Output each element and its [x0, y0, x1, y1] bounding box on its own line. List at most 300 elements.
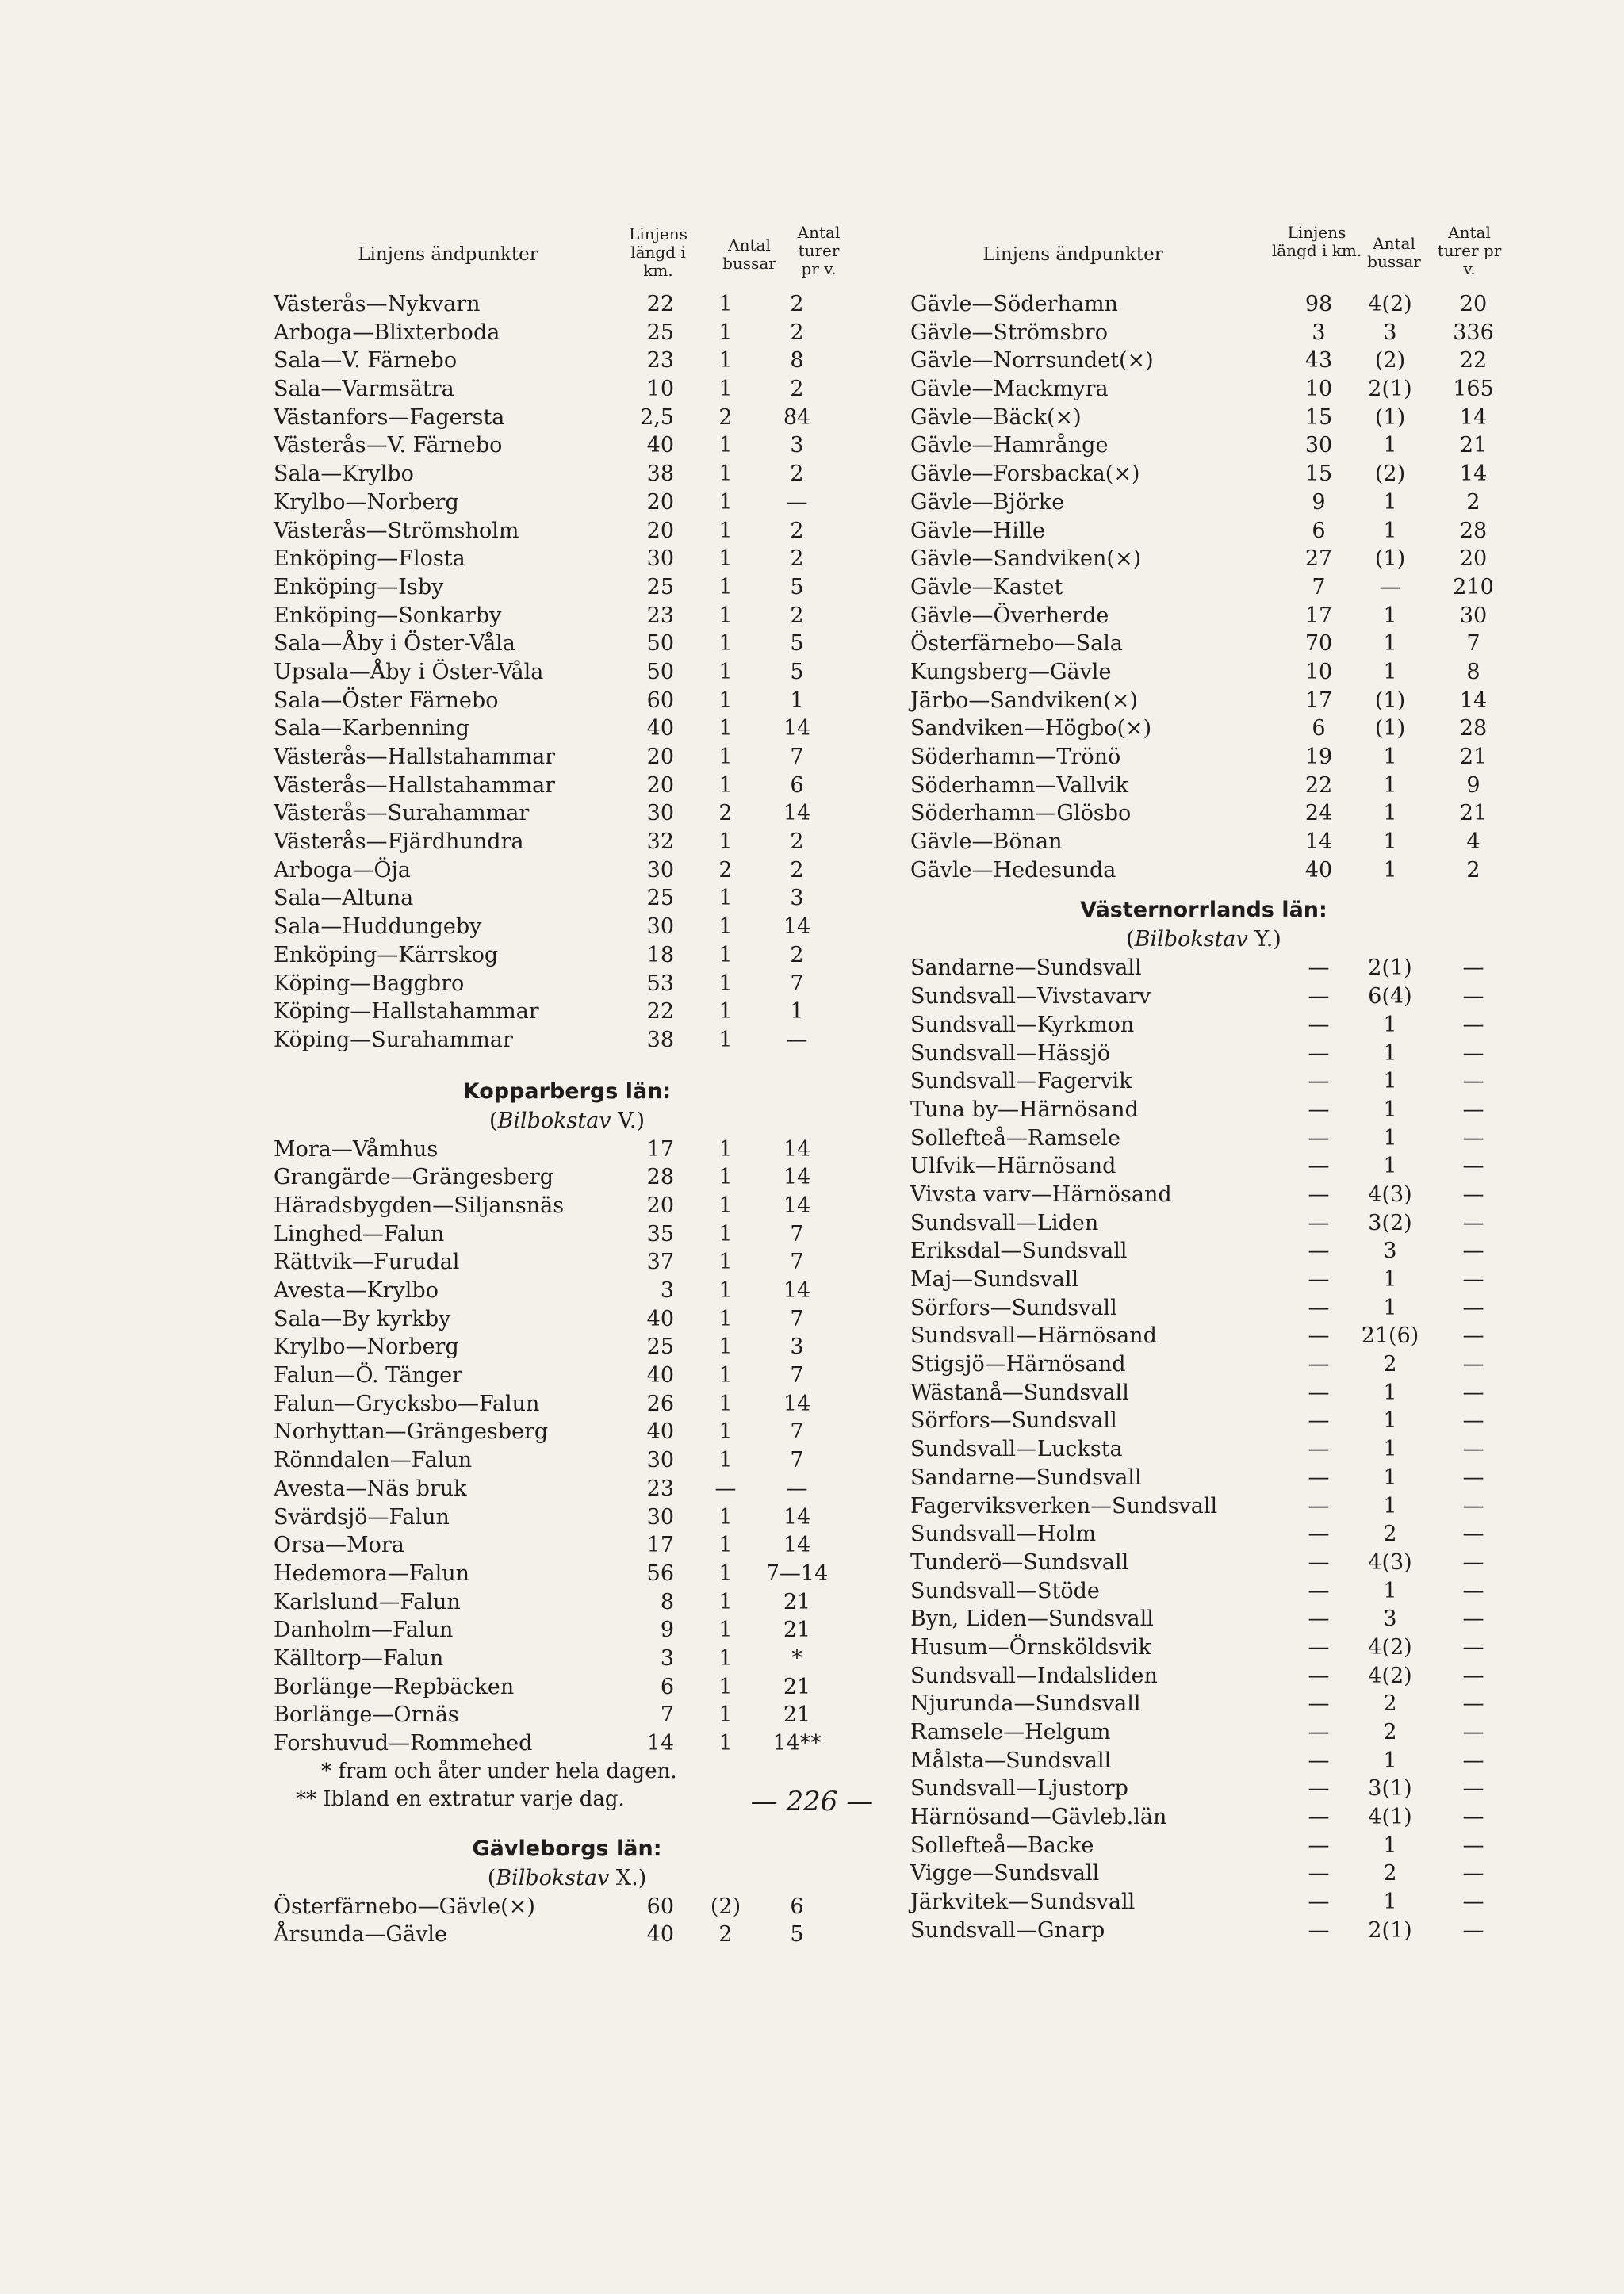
- trip-count: 210: [1453, 574, 1494, 599]
- route-length: —: [1308, 1578, 1330, 1603]
- route-name: Njurunda—Sundsvall: [910, 1691, 1141, 1717]
- route-length: 30: [646, 1504, 674, 1530]
- table-row: [274, 602, 860, 630]
- trip-count: —: [1462, 1720, 1484, 1744]
- trip-count: 21: [783, 1702, 811, 1728]
- trip-count: —: [1462, 984, 1484, 1009]
- route-length: 40: [646, 1419, 674, 1445]
- route-name: Enköping—Kärrskog: [274, 942, 499, 967]
- trip-count: 3: [790, 1335, 804, 1360]
- route-length: —: [1308, 1748, 1330, 1773]
- table-row: [910, 1690, 1497, 1718]
- route-name: Ramsele—Helgum: [910, 1720, 1111, 1744]
- table-row: [274, 1333, 860, 1361]
- trip-count: —: [786, 1476, 808, 1501]
- table-row: [910, 1209, 1497, 1238]
- table-row: [910, 1350, 1497, 1379]
- route-length: 19: [1304, 745, 1333, 769]
- bus-count: 1: [718, 829, 733, 855]
- bus-count: 1: [1383, 1069, 1397, 1094]
- route-length: —: [1308, 1012, 1330, 1037]
- table-row: [910, 743, 1497, 772]
- table-row: [274, 913, 860, 941]
- route-name: Rättvik—Furudal: [274, 1250, 460, 1275]
- table-row: [274, 1220, 860, 1249]
- route-name: Sala—Öster Färnebo: [274, 687, 499, 713]
- table-row: [910, 1577, 1497, 1606]
- route-name: Sundsvall—Härnösand: [910, 1323, 1157, 1349]
- header-length: Linjens längd i km.: [629, 224, 688, 280]
- bus-count: 1: [1383, 433, 1397, 458]
- trip-count: 2: [790, 320, 804, 345]
- route-name: Österfärnebo—Sala: [910, 631, 1123, 657]
- route-name: Fagerviksverken—Sundsvall: [910, 1493, 1218, 1518]
- trip-count: —: [1462, 1549, 1484, 1575]
- table-row: [274, 1503, 860, 1532]
- trip-count: 1: [790, 687, 804, 713]
- route-length: 40: [646, 1363, 674, 1388]
- bus-count: (1): [1374, 687, 1406, 713]
- route-length: 40: [646, 1306, 674, 1331]
- bus-count: 1: [1383, 1040, 1397, 1066]
- route-length: —: [1308, 1465, 1330, 1490]
- trip-count: 2: [790, 829, 804, 855]
- bus-count: 1: [718, 687, 733, 713]
- route-name: Stigsjö—Härnösand: [910, 1352, 1126, 1377]
- bus-count: 1: [1383, 1380, 1397, 1405]
- bus-count: 3(1): [1368, 1776, 1412, 1802]
- route-length: 20: [646, 1193, 674, 1218]
- route-length: 20: [646, 745, 674, 769]
- trip-count: 336: [1453, 320, 1494, 345]
- route-name: Upsala—Åby i Öster-Våla: [274, 659, 544, 684]
- header-trips: Antal turer pr v.: [1437, 223, 1502, 278]
- route-length: 18: [646, 942, 674, 967]
- trip-count: 2: [790, 292, 804, 316]
- route-name: Gävle—Kastet: [910, 574, 1063, 599]
- route-length: —: [1308, 1549, 1330, 1575]
- table-row: [274, 460, 860, 488]
- table-row: [274, 1361, 860, 1390]
- trip-count: 14: [783, 914, 811, 940]
- trip-count: —: [1462, 1691, 1484, 1717]
- trip-count: —: [1462, 1295, 1484, 1320]
- table-row: [910, 1124, 1497, 1153]
- bus-count: (2): [1374, 348, 1406, 373]
- bus-count: 1: [718, 1250, 733, 1275]
- trip-count: —: [1462, 956, 1484, 981]
- table-row: [274, 1645, 860, 1673]
- table-row: [274, 998, 860, 1026]
- route-length: 2,5: [640, 404, 674, 430]
- trip-count: 28: [1459, 716, 1488, 741]
- route-length: 30: [646, 801, 674, 826]
- route-length: 9: [1312, 489, 1326, 515]
- trip-count: 8: [1466, 659, 1480, 684]
- route-length: —: [1308, 1323, 1330, 1349]
- section-title: Gävleborgs län:: [472, 1836, 662, 1861]
- table-row: [910, 954, 1497, 982]
- bus-count: —: [714, 1476, 737, 1501]
- route-name: Svärdsjö—Falun: [274, 1504, 450, 1530]
- route-name: Krylbo—Norberg: [274, 489, 459, 515]
- section-title: Västernorrlands län:: [1080, 898, 1327, 923]
- bus-count: 1: [718, 320, 733, 345]
- route-length: —: [1308, 1040, 1330, 1066]
- trip-count: 20: [1459, 546, 1488, 572]
- section-title: Kopparbergs län:: [462, 1078, 672, 1104]
- bus-count: 1: [1383, 1097, 1397, 1122]
- route-length: 15: [1304, 461, 1333, 487]
- table-row: [910, 1718, 1497, 1747]
- bus-count: 1: [718, 1702, 733, 1728]
- route-name: Västerås—Fjärdhundra: [274, 829, 524, 855]
- table-row: [910, 799, 1497, 828]
- table-row: [274, 319, 860, 347]
- bus-count: 4(2): [1368, 292, 1412, 316]
- bus-count: 1: [718, 489, 733, 515]
- table-row: [274, 658, 860, 687]
- bus-count: 2(1): [1368, 377, 1412, 402]
- trip-count: 2: [790, 603, 804, 628]
- route-name: Arboga—Blixterboda: [274, 320, 500, 345]
- route-length: —: [1308, 1069, 1330, 1094]
- bus-count: 4(2): [1368, 1634, 1412, 1660]
- table-row: [274, 799, 860, 828]
- trip-count: —: [1462, 1634, 1484, 1660]
- table-row: [274, 290, 860, 319]
- header-buses: Antal bussar: [722, 236, 776, 273]
- bus-count: 1: [718, 942, 733, 967]
- trip-count: 21: [783, 1589, 811, 1614]
- trip-count: 14: [1459, 404, 1488, 430]
- route-name: Sandviken—Högbo(×): [910, 716, 1152, 741]
- bus-count: 2: [1383, 1352, 1397, 1377]
- trip-count: 2: [790, 377, 804, 402]
- bus-count: 1: [718, 1363, 733, 1388]
- bus-count: 1: [718, 1731, 733, 1756]
- trip-count: 14: [783, 1504, 811, 1530]
- route-name: Västerås—Hallstahammar: [274, 772, 556, 798]
- header-buses: Antal bussar: [1367, 234, 1421, 271]
- trip-count: —: [786, 1027, 808, 1052]
- header-length: Linjens längd i km.: [1271, 223, 1362, 260]
- route-length: —: [1308, 1493, 1330, 1518]
- trip-count: —: [1462, 1097, 1484, 1122]
- table-row: [910, 290, 1497, 319]
- bus-count: 1: [718, 348, 733, 373]
- trip-count: —: [1462, 1578, 1484, 1603]
- table-row: [910, 347, 1497, 375]
- table-row: [274, 941, 860, 970]
- bus-count: 1: [718, 1193, 733, 1218]
- trip-count: —: [1462, 1040, 1484, 1066]
- trip-count: —: [1462, 1465, 1484, 1490]
- table-row: [274, 828, 860, 856]
- bus-count: 1: [1383, 603, 1397, 628]
- table-row: [274, 1192, 860, 1220]
- bus-count: 21(6): [1361, 1323, 1419, 1349]
- trip-count: 7: [1466, 631, 1480, 657]
- bus-count: 1: [718, 745, 733, 769]
- trip-count: —: [1462, 1408, 1484, 1434]
- table-row: [274, 488, 860, 517]
- bus-count: (1): [1374, 546, 1406, 572]
- route-length: 56: [646, 1561, 674, 1586]
- bus-count: 1: [1383, 801, 1397, 826]
- bus-count: 1: [1383, 518, 1397, 543]
- table-row: [910, 982, 1497, 1011]
- trip-count: 1: [790, 999, 804, 1024]
- table-row: [274, 772, 860, 800]
- trip-count: —: [1462, 1493, 1484, 1518]
- bus-count: 1: [1383, 1408, 1397, 1434]
- trip-count: —: [1462, 1069, 1484, 1094]
- trip-count: 3: [790, 433, 804, 458]
- table-row: [274, 743, 860, 772]
- route-name: Kungsberg—Gävle: [910, 659, 1112, 684]
- trip-count: 14: [1459, 687, 1488, 713]
- route-name: Gävle—Bönan: [910, 829, 1063, 855]
- table-row: [274, 1673, 860, 1702]
- table-row: [274, 687, 860, 715]
- table-row: [910, 488, 1497, 517]
- trip-count: —: [786, 489, 808, 515]
- bus-count: 1: [1383, 745, 1397, 769]
- bus-count: 2: [1383, 1861, 1397, 1886]
- bus-count: (1): [1374, 716, 1406, 741]
- trip-count: —: [1462, 1267, 1484, 1292]
- bus-count: 1: [1383, 1295, 1397, 1320]
- table-row: [274, 1616, 860, 1645]
- trip-count: 14: [783, 1533, 811, 1558]
- trip-count: —: [1462, 1352, 1484, 1377]
- trip-count: 5: [790, 631, 804, 657]
- trip-count: —: [1462, 1012, 1484, 1037]
- table-body: [910, 290, 1497, 884]
- trip-count: 21: [1459, 801, 1488, 826]
- bus-count: 1: [1383, 829, 1397, 855]
- trip-count: 2: [790, 857, 804, 883]
- trip-count: 2: [1466, 489, 1480, 515]
- bus-count: 1: [1383, 1437, 1397, 1462]
- table-row: [274, 970, 860, 998]
- right-column: [910, 214, 1502, 1945]
- route-name: Söderhamn—Glösbo: [910, 801, 1132, 826]
- route-length: —: [1308, 1210, 1330, 1235]
- route-length: —: [1308, 1720, 1330, 1744]
- trip-count: —: [1462, 1210, 1484, 1235]
- table-row: [274, 1277, 860, 1305]
- trip-count: 84: [783, 404, 811, 430]
- trip-count: 14: [783, 801, 811, 826]
- table-row: [910, 1832, 1497, 1860]
- bus-count: (1): [1374, 404, 1406, 430]
- route-name: Gävle—Hamrånge: [910, 433, 1109, 458]
- trip-count: 21: [1459, 745, 1488, 769]
- bus-count: 1: [718, 1335, 733, 1360]
- route-name: Sala—Altuna: [274, 886, 414, 911]
- table-row: [274, 1163, 860, 1192]
- trip-count: 2: [790, 546, 804, 572]
- bus-count: 1: [718, 971, 733, 996]
- trip-count: 14: [783, 1391, 811, 1416]
- table-row: [274, 347, 860, 375]
- table-row: [910, 687, 1497, 715]
- bus-count: 1: [1383, 1125, 1397, 1151]
- bus-count: 1: [718, 1674, 733, 1699]
- route-length: —: [1308, 1408, 1330, 1434]
- route-name: Linghed—Falun: [274, 1221, 445, 1247]
- route-length: 25: [646, 320, 674, 345]
- bus-count: 1: [718, 1136, 733, 1162]
- route-name: Grangärde—Grängesberg: [274, 1165, 554, 1190]
- route-name: Sundsvall—Vivstavarv: [910, 984, 1151, 1009]
- table-row: [910, 1011, 1497, 1040]
- trip-count: —: [1462, 1239, 1484, 1264]
- route-length: 7: [1312, 574, 1326, 599]
- route-length: 53: [646, 971, 674, 996]
- trip-count: 21: [783, 1618, 811, 1643]
- bus-count: 1: [1383, 1833, 1397, 1858]
- route-name: Sandarne—Sundsvall: [910, 956, 1142, 981]
- route-name: Sala—Huddungeby: [274, 914, 482, 940]
- route-length: —: [1308, 1352, 1330, 1377]
- table-row: [910, 319, 1497, 347]
- route-length: 20: [646, 489, 674, 515]
- table-row: [274, 1921, 860, 1949]
- table-header: [910, 214, 1502, 290]
- route-name: Sundsvall—Fagervik: [910, 1069, 1132, 1094]
- trip-count: 4: [1466, 829, 1480, 855]
- route-name: Krylbo—Norberg: [274, 1335, 459, 1360]
- bus-count: 1: [718, 1221, 733, 1247]
- route-name: Sundsvall—Ljustorp: [910, 1776, 1128, 1802]
- route-length: 30: [646, 1448, 674, 1473]
- trip-count: 6: [790, 1894, 804, 1919]
- table-row: [274, 714, 860, 743]
- table-row: [910, 856, 1497, 885]
- route-length: 6: [1312, 518, 1326, 543]
- trip-count: *: [791, 1645, 802, 1671]
- bus-count: 1: [1383, 659, 1397, 684]
- trip-count: —: [1462, 1522, 1484, 1547]
- trip-count: 8: [790, 348, 804, 373]
- header-trips: Antal turer pr v.: [797, 223, 841, 278]
- table-row: [910, 404, 1497, 432]
- bus-count: 1: [718, 631, 733, 657]
- footnote: ** Ibland en extratur varje dag.: [296, 1787, 625, 1811]
- route-name: Sörfors—Sundsvall: [910, 1408, 1117, 1434]
- table-row: [274, 1446, 860, 1475]
- route-length: 24: [1304, 801, 1333, 826]
- table-row: [274, 431, 860, 460]
- route-length: 23: [646, 1476, 674, 1501]
- bus-count: 2: [718, 404, 733, 430]
- trip-count: 2: [790, 942, 804, 967]
- route-length: 3: [660, 1645, 674, 1671]
- route-length: 3: [1312, 320, 1326, 345]
- table-body: [274, 1136, 860, 1758]
- route-length: 40: [646, 433, 674, 458]
- route-name: Västerås—Hallstahammar: [274, 745, 556, 769]
- route-length: 22: [646, 999, 674, 1024]
- route-length: 3: [660, 1278, 674, 1303]
- route-length: 30: [646, 857, 674, 883]
- route-name: Köping—Hallstahammar: [274, 999, 539, 1024]
- route-length: 60: [646, 1894, 674, 1919]
- trip-count: 2: [790, 518, 804, 543]
- bus-count: 4(2): [1368, 1663, 1412, 1688]
- trip-count: 21: [783, 1674, 811, 1699]
- table-row: [274, 404, 860, 432]
- bus-count: 2: [718, 857, 733, 883]
- route-name: Västanfors—Fagersta: [274, 404, 505, 430]
- route-name: Västerås—Surahammar: [274, 801, 530, 826]
- bus-count: 2(1): [1368, 1917, 1412, 1943]
- table-body: [274, 1893, 860, 1949]
- route-length: 8: [660, 1589, 674, 1614]
- route-length: —: [1308, 1154, 1330, 1179]
- table-row: [274, 1701, 860, 1729]
- route-name: Norhyttan—Grängesberg: [274, 1419, 549, 1445]
- route-name: Karlslund—Falun: [274, 1589, 461, 1614]
- bus-count: 1: [1383, 1267, 1397, 1292]
- route-length: 23: [646, 603, 674, 628]
- route-name: Hedemora—Falun: [274, 1561, 470, 1586]
- route-name: Sundsvall—Lucksta: [910, 1437, 1123, 1462]
- table-row: [910, 1040, 1497, 1068]
- route-name: Enköping—Flosta: [274, 546, 465, 572]
- bus-count: 6(4): [1368, 984, 1412, 1009]
- route-name: Sörfors—Sundsvall: [910, 1295, 1117, 1320]
- route-length: —: [1308, 1522, 1330, 1547]
- bus-count: 4(3): [1368, 1181, 1412, 1207]
- route-name: Sundsvall—Hässjö: [910, 1040, 1111, 1066]
- trip-count: 9: [1466, 772, 1480, 798]
- bus-count: 3(2): [1368, 1210, 1412, 1235]
- route-length: 20: [646, 518, 674, 543]
- bus-count: 1: [1383, 1578, 1397, 1603]
- bus-count: 1: [718, 377, 733, 402]
- bus-count: 1: [1383, 1465, 1397, 1490]
- trip-count: —: [1462, 1437, 1484, 1462]
- bus-count: 1: [718, 886, 733, 911]
- route-length: —: [1308, 1380, 1330, 1405]
- bus-count: 1: [718, 1645, 733, 1671]
- trip-count: 7: [790, 1306, 804, 1331]
- route-length: 23: [646, 348, 674, 373]
- route-name: Gävle—Sandviken(×): [910, 546, 1142, 572]
- route-name: Målsta—Sundsvall: [910, 1748, 1112, 1773]
- route-name: Borlänge—Ornäs: [274, 1702, 459, 1728]
- route-name: Eriksdal—Sundsvall: [910, 1239, 1128, 1264]
- trip-count: 14**: [772, 1731, 822, 1756]
- trip-count: 3: [790, 886, 804, 911]
- table-row: [910, 630, 1497, 658]
- trip-count: 14: [783, 1165, 811, 1190]
- route-length: 40: [646, 716, 674, 741]
- route-length: —: [1308, 1239, 1330, 1264]
- table-row: [274, 630, 860, 658]
- route-name: Västerås—Strömsholm: [274, 518, 519, 543]
- route-name: Sollefteå—Ramsele: [910, 1125, 1121, 1151]
- table-row: [274, 1560, 860, 1588]
- route-name: Sandarne—Sundsvall: [910, 1465, 1142, 1490]
- route-length: 30: [646, 914, 674, 940]
- table-row: [274, 1390, 860, 1419]
- route-length: 26: [646, 1391, 674, 1416]
